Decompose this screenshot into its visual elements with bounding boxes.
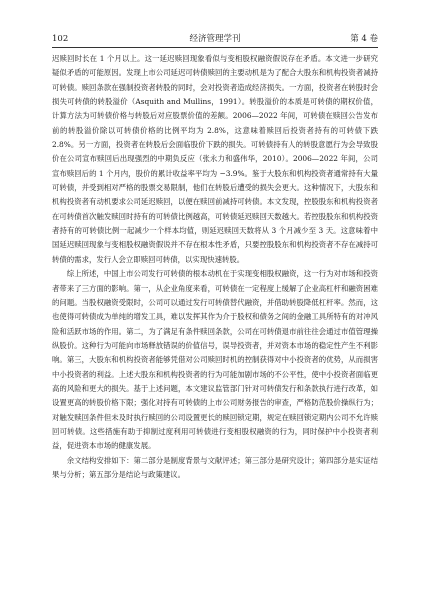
body-paragraph-2: 综上所述，中国上市公司发行可转债的根本动机在于实现变相股权融资，这一行为对市场和投资者带来了三方面的影响。第一，从企业角度来看，可转债在一定程度上缓解了企业高杠杆和融资困难的问题。当股权融资受限时，公司可以通过发行可转债替代融资，并借助转股降低杠杆率。然而，这也使得可转债成为单纯的增发工具，难以发挥其作为介于股权和债务之间的金融工具所特有的对冲风险和活跃市场的作用。第二，为了满足有条件赎回条款，公司在可转债退市前往往会通过市值管理操纵股价。这种行为可能向市场释放错误的价值信号，误导投资者，并对资本市场的稳定性产生不利影响。第三，大股东和机构投资者能够凭借对公司赎回时机的控制获得对中小投资者的优势，从而损害中小投资者的利益。上述大股东和机构投资者的行为可能加剧市场的不公平性，使中小投资者面临更高的风险和更大的损失。基于上述问题，本文建议监管部门针对可转债发行和条款执行进行改革，如设置更高的转股价格下限；强化对持有可转债的上市公司财务报告的审查，严格防范股价操纵行为；对触发赎回条件但未及时执行赎回的公司设置更长的赎回锁定期，规定在赎回锁定期内公司不允许赎回可转债。这些措施有助于抑制过度利用可转债进行变相股权融资的行为，同时保护中小投资者利益，促进资本市场的健康发展。	[52, 269, 378, 451]
article-body	[52, 52, 378, 482]
journal-title: 经济管理学刊	[189, 34, 241, 44]
volume-label: 第 4 卷	[350, 34, 378, 44]
header-rule	[52, 47, 378, 48]
body-paragraph-1: 迟赎回时长在 1 个月以上。这一延迟赎回现象看似与变相股权融资假说存在矛盾。本文进一步研究疑似矛盾的可能原因。发现上市公司延迟可转债赎回的主要动机是为了配合大股东和机构投资者减持可转债。赎回条款在强制投资者转股的同时，会对投资者造成经济损失。一方面，投资者在转股时会损失可转债的转股溢价（Asquith and Mullins，1991）。转股溢价的本质是可转债的期权价值，计算方法为可转债价格与转股后对应股票价值的差额。2006—2022 年间，可转债在赎回公告发布前的转股溢价除以可转债价格的比例平均为 2.8%，这意味着赎回后投资者持有的可转债下跌 2.8%。另一方面，投资者在转股后会面临股价下跌的损失。可转债持有人的转股意愿行为会导致股价在公司宣布赎回后出现强烈的中期负反应（张永力和盛伟华，2010）。2006—2022 年间，公司宣布赎回后的 1 个月内，股价的累计收益率平均为 −3.9%。鉴于大股东和机构投资者通常持有大量可转债，并受到相对严格的股票交易限制，他们在转股后遭受的损失会更大。这种情况下，大股东和机构投资者有动机要求公司延迟赎回，以便在赎回前减持可转债。本文发现，控股股东和机构投资者在可转债首次触发赎回时持有的可转债比例越高，可转债延迟赎回天数越大。若控股股东和机构投资者持有的可转债比例一起减少一个样本均值，则延迟赎回天数将从 3 个月减少至 3 天。这意味着中国延迟赎回现象与变相股权融资假说并不存在根本性矛盾，只要控股股东和机构投资者不存在减持可转债的需求，发行人会立即赎回可转债，以实现快速转股。	[52, 54, 378, 264]
page-number: 102	[52, 34, 69, 44]
body-paragraph-3: 余文结构安排如下：第二部分是制度背景与文献评述；第三部分是研究设计；第四部分是实证结果与分析；第五部分是结论与政策建议。	[52, 455, 378, 479]
running-header	[52, 32, 378, 46]
